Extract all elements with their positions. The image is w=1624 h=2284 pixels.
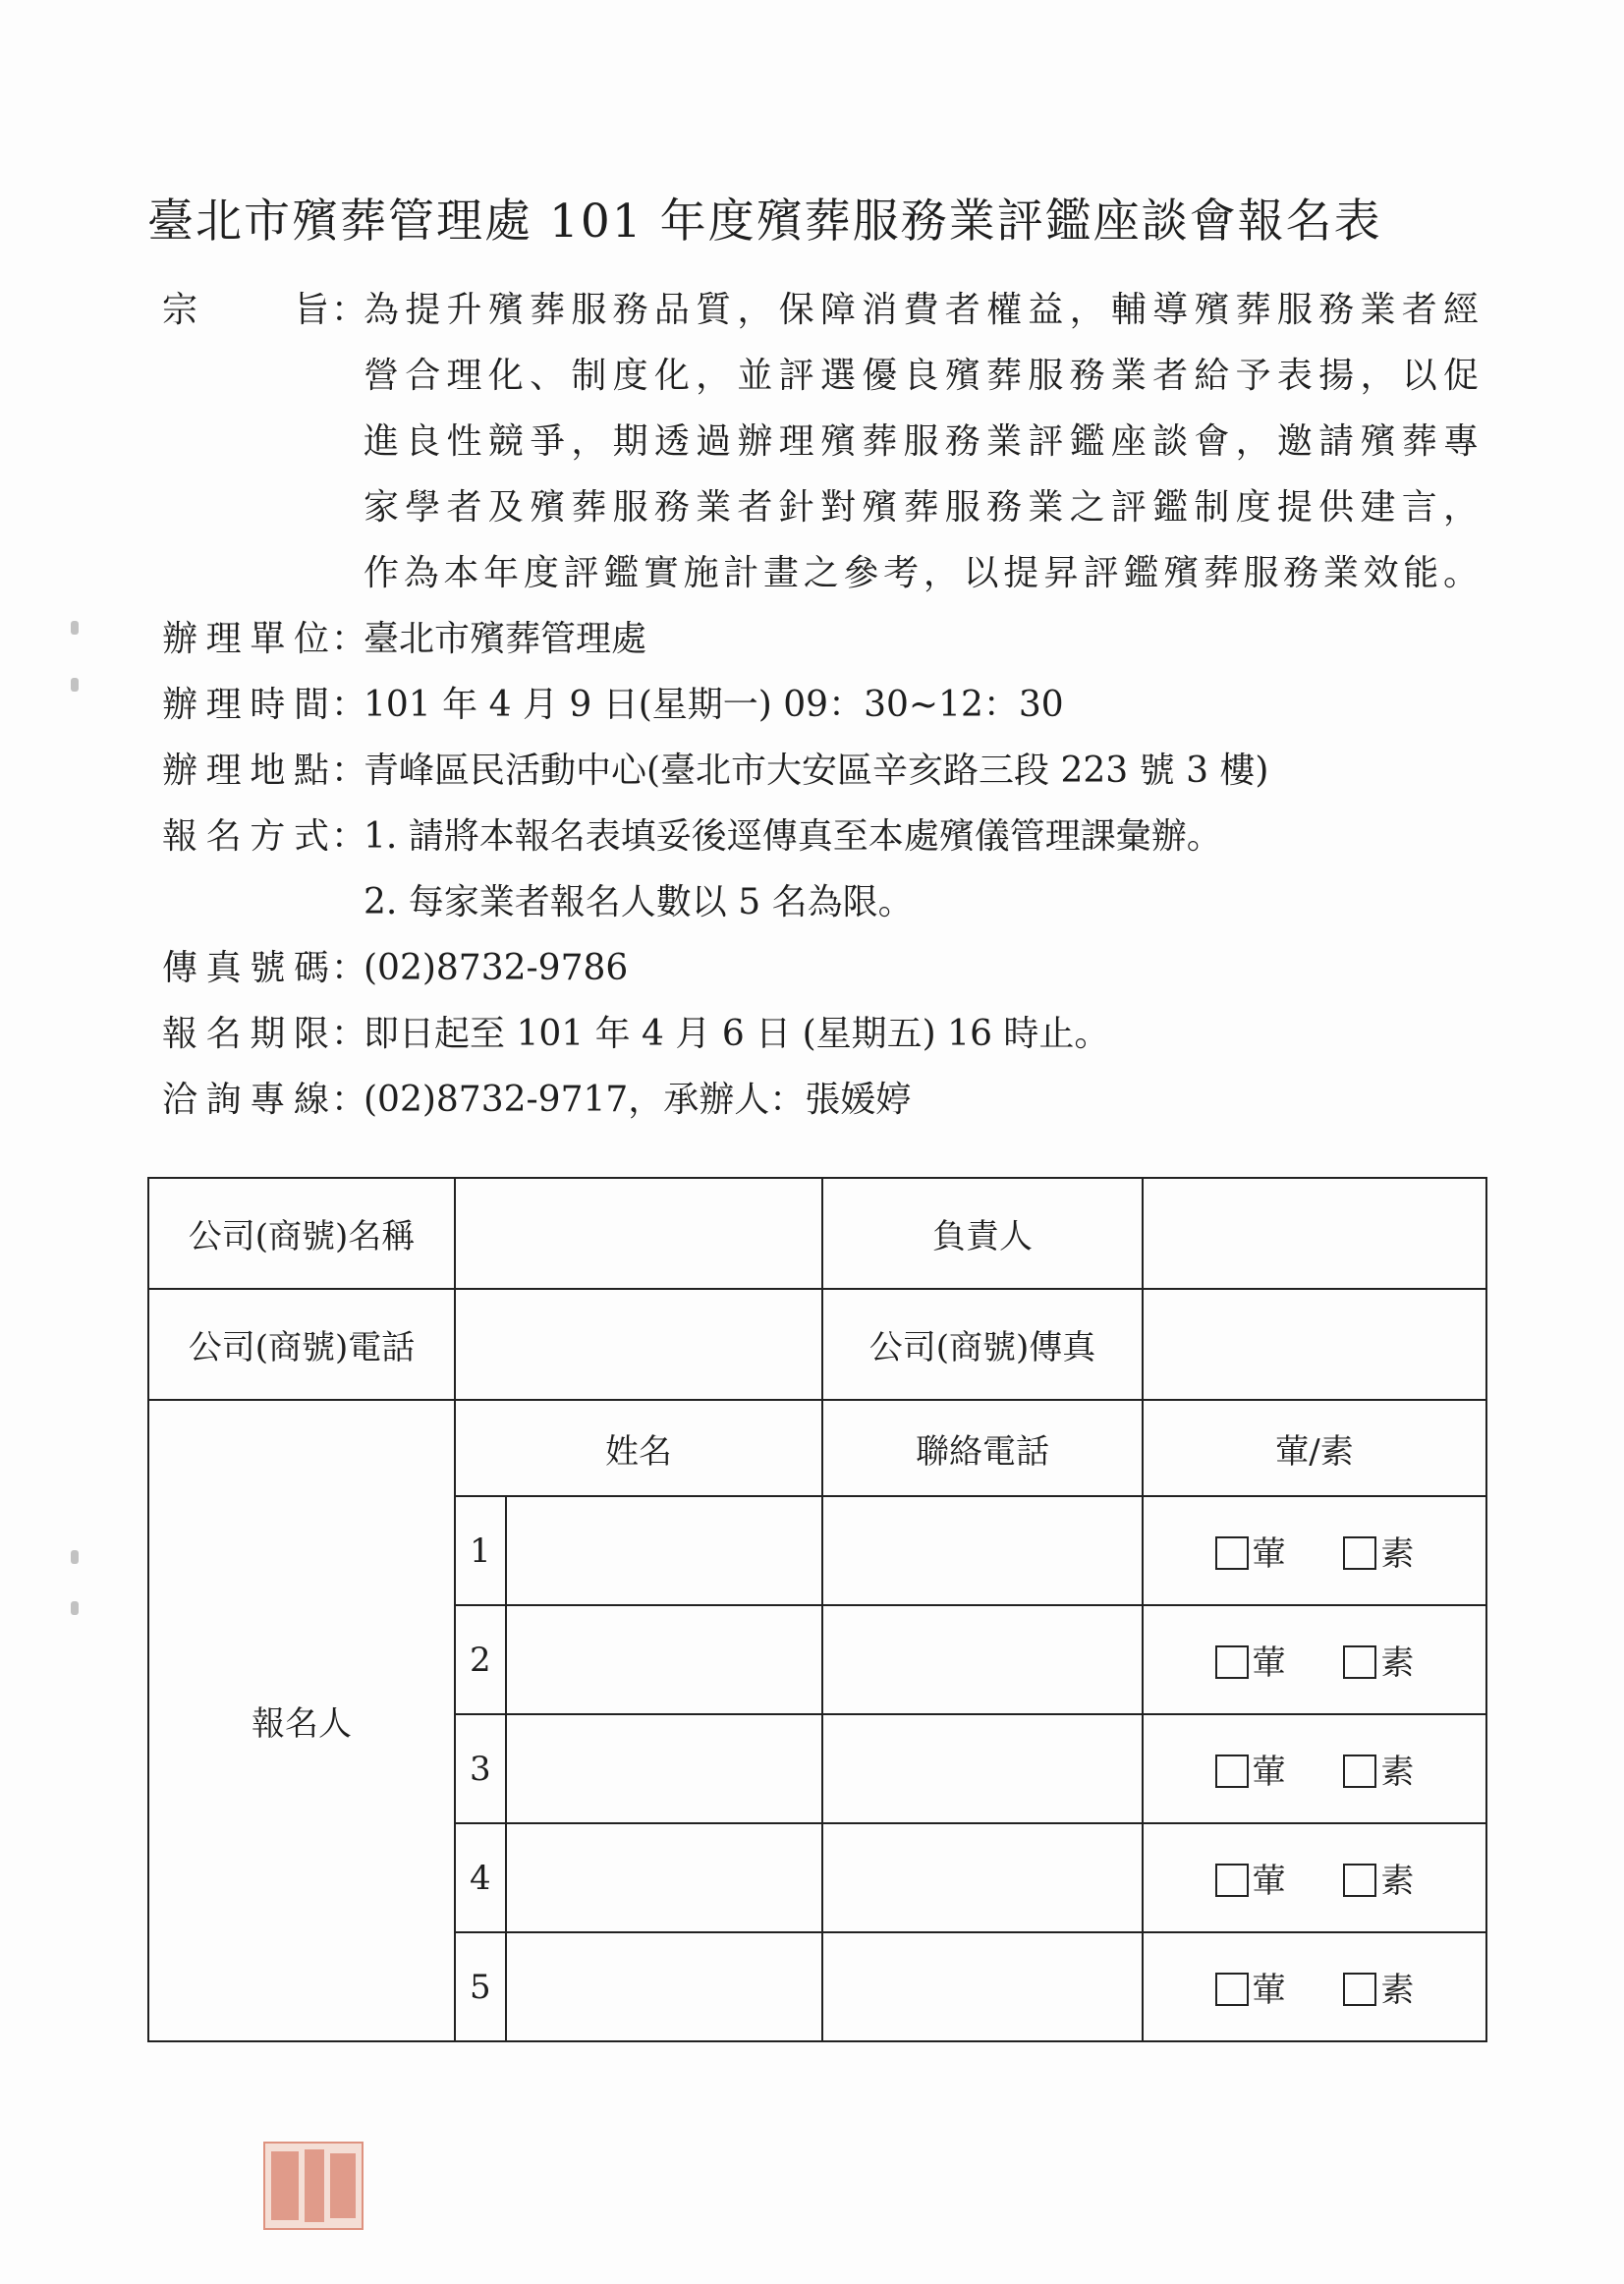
fax-row: [162, 935, 1479, 1001]
fax-value: (02)8732-9786: [364, 948, 629, 988]
veg-option-label: 素: [1380, 1753, 1415, 1792]
registration-method-item-1: 1. 請將本報名表填妥後逕傳真至本處殯儀管理課彙辦。: [364, 816, 1222, 857]
fax-label: 傳真號碼: [162, 948, 329, 988]
meat-checkbox[interactable]: [1215, 1536, 1249, 1570]
row-number: 5: [455, 1932, 506, 2041]
meat-checkbox[interactable]: [1215, 1864, 1249, 1897]
diet-options: [1143, 1714, 1486, 1823]
meat-checkbox[interactable]: [1215, 1755, 1249, 1788]
company-fax-field[interactable]: [1143, 1289, 1486, 1400]
row-number: 4: [455, 1823, 506, 1932]
colon: ：: [330, 1080, 366, 1120]
veg-checkbox[interactable]: [1343, 1755, 1376, 1788]
column-header-phone: 聯絡電話: [822, 1400, 1143, 1496]
location-row: [162, 738, 1479, 804]
veg-option-label: 素: [1380, 1643, 1415, 1683]
contact-label: 洽詢專線: [162, 1080, 329, 1120]
name-field[interactable]: [506, 1714, 822, 1823]
contact-row: [162, 1067, 1479, 1133]
time-row: [162, 672, 1479, 738]
company-phone-row: [148, 1289, 1486, 1400]
purpose-line-4: 家學者及殯葬服務業者針對殯葬服務業之評鑑制度提供建言，: [364, 487, 1479, 528]
registration-method-row-2: [162, 869, 1479, 935]
deadline-label: 報名期限: [162, 1014, 329, 1054]
phone-field[interactable]: [822, 1932, 1143, 2041]
colon: ：: [330, 948, 366, 988]
purpose-line-1: 為提升殯葬服務品質，保障消費者權益，輔導殯葬服務業者經: [364, 290, 1479, 330]
phone-field[interactable]: [822, 1605, 1143, 1714]
colon: ：: [330, 290, 366, 330]
column-header-name: 姓名: [455, 1400, 822, 1496]
location-value: 青峰區民活動中心(臺北市大安區辛亥路三段 223 號 3 樓): [364, 751, 1269, 791]
purpose-text: [364, 277, 1479, 606]
veg-option-label: 素: [1380, 1534, 1415, 1574]
location-label: 辦理地點: [162, 751, 329, 791]
veg-option-label: 素: [1380, 1971, 1415, 2010]
name-field[interactable]: [506, 1823, 822, 1932]
deadline-value: 即日起至 101 年 4 月 6 日 (星期五) 16 時止。: [364, 1014, 1110, 1054]
purpose-line-2: 營合理化、制度化，並評選優良殯葬服務業者給予表揚，以促: [364, 356, 1479, 396]
meat-option-label: 葷: [1252, 1753, 1286, 1792]
veg-checkbox[interactable]: [1343, 1864, 1376, 1897]
name-field[interactable]: [506, 1932, 822, 2041]
info-section: [162, 277, 1479, 1133]
registration-method-row: [162, 804, 1479, 869]
registrant-header-row: [148, 1400, 1486, 1496]
company-name-field[interactable]: [455, 1178, 822, 1289]
row-number: 1: [455, 1496, 506, 1605]
person-in-charge-label: 負責人: [822, 1178, 1143, 1289]
row-number: 2: [455, 1605, 506, 1714]
time-label: 辦理時間: [162, 685, 329, 725]
deadline-row: [162, 1001, 1479, 1067]
company-phone-label: 公司(商號)電話: [148, 1289, 455, 1400]
organizer-label: 辦理單位: [162, 619, 329, 659]
company-name-row: [148, 1178, 1486, 1289]
column-header-diet: 葷/素: [1143, 1400, 1486, 1496]
meat-option-label: 葷: [1252, 1862, 1286, 1901]
name-field[interactable]: [506, 1605, 822, 1714]
punch-hole-mark: [71, 1601, 79, 1615]
diet-options: [1143, 1605, 1486, 1714]
company-phone-field[interactable]: [455, 1289, 822, 1400]
colon: ：: [330, 1014, 366, 1054]
page-title: 臺北市殯葬管理處 101 年度殯葬服務業評鑑座談會報名表: [147, 195, 1382, 249]
purpose-line-3: 進良性競爭，期透過辦理殯葬服務業評鑑座談會，邀請殯葬專: [364, 421, 1479, 462]
registration-method-item-2: 2. 每家業者報名人數以 5 名為限。: [364, 882, 914, 922]
organizer-value: 臺北市殯葬管理處: [364, 619, 647, 659]
meat-checkbox[interactable]: [1215, 1973, 1249, 2006]
colon: ：: [330, 685, 366, 725]
meat-checkbox[interactable]: [1215, 1645, 1249, 1679]
diet-options: [1143, 1932, 1486, 2041]
veg-checkbox[interactable]: [1343, 1645, 1376, 1679]
name-field[interactable]: [506, 1496, 822, 1605]
official-seal-stamp: [263, 2142, 364, 2230]
row-number: 3: [455, 1714, 506, 1823]
diet-options: [1143, 1823, 1486, 1932]
time-value: 101 年 4 月 9 日(星期一) 09：30~12：30: [364, 685, 1064, 725]
punch-hole-mark: [71, 621, 79, 635]
company-name-label: 公司(商號)名稱: [148, 1178, 455, 1289]
meat-option-label: 葷: [1252, 1534, 1286, 1574]
contact-value: (02)8732-9717，承辦人：張媛婷: [364, 1080, 912, 1120]
phone-field[interactable]: [822, 1823, 1143, 1932]
veg-checkbox[interactable]: [1343, 1536, 1376, 1570]
phone-field[interactable]: [822, 1496, 1143, 1605]
diet-options: [1143, 1496, 1486, 1605]
person-in-charge-field[interactable]: [1143, 1178, 1486, 1289]
meat-option-label: 葷: [1252, 1971, 1286, 2010]
veg-checkbox[interactable]: [1343, 1973, 1376, 2006]
punch-hole-mark: [71, 1550, 79, 1564]
purpose-line-5: 作為本年度評鑑實施計畫之參考，以提昇評鑑殯葬服務業效能。: [364, 553, 1479, 593]
veg-option-label: 素: [1380, 1862, 1415, 1901]
colon: ：: [330, 751, 366, 791]
colon: ：: [330, 619, 366, 659]
registration-form-table: [147, 1177, 1487, 2042]
company-fax-label: 公司(商號)傳真: [822, 1289, 1143, 1400]
purpose-row: [162, 277, 1479, 606]
organizer-row: [162, 606, 1479, 672]
meat-option-label: 葷: [1252, 1643, 1286, 1683]
purpose-label: 宗旨: [162, 290, 329, 330]
registration-method-label: 報名方式: [162, 816, 329, 857]
punch-hole-mark: [71, 678, 79, 692]
phone-field[interactable]: [822, 1714, 1143, 1823]
registrant-label: 報名人: [148, 1400, 455, 2041]
colon: ：: [330, 816, 366, 857]
